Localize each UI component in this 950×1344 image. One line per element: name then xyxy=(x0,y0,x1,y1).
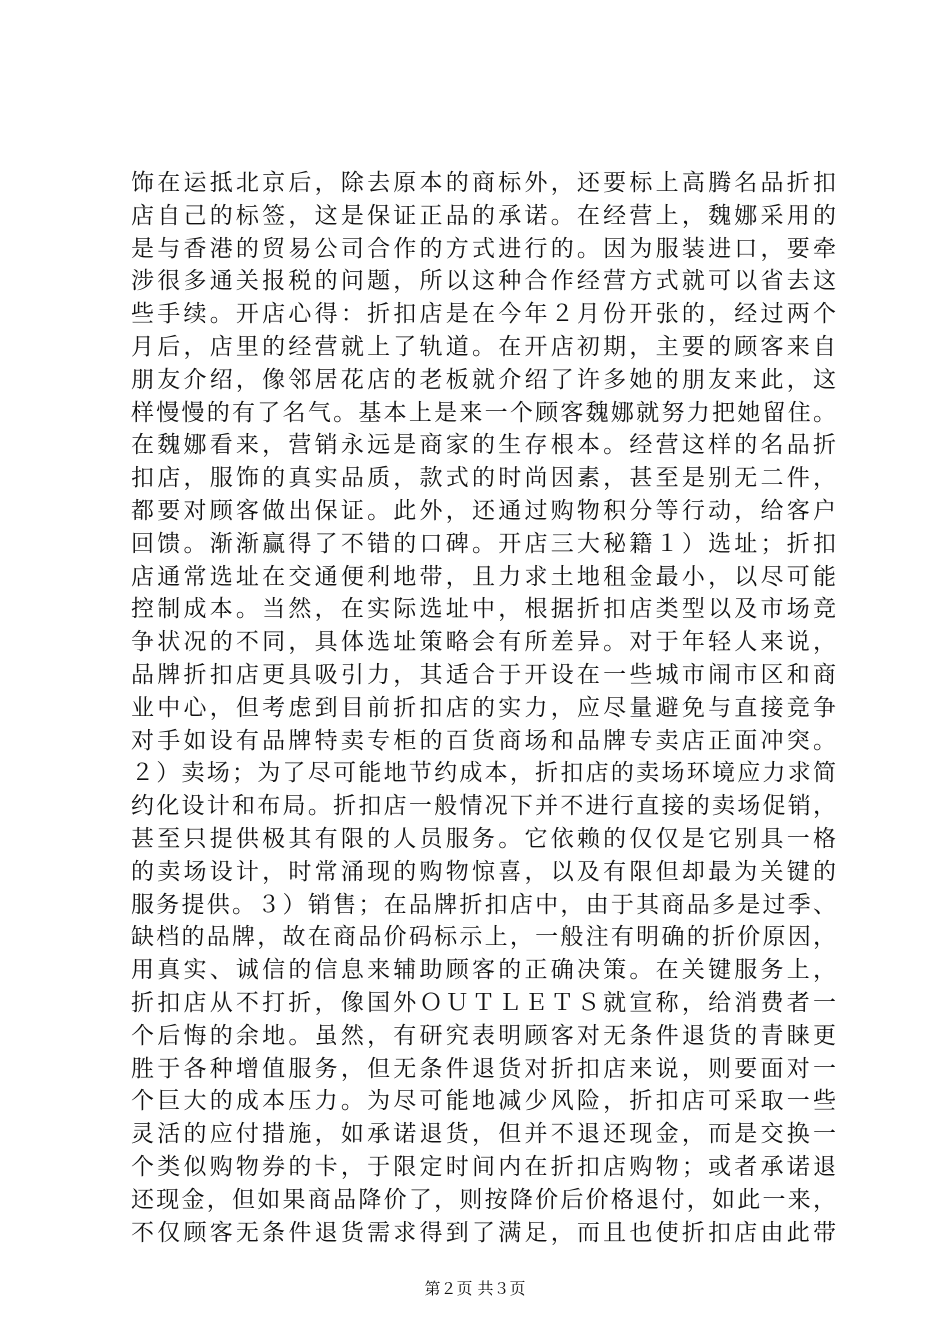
text-line: 饰在运抵北京后，除去原本的商标外，还要标上高腾名品折扣 xyxy=(131,170,836,196)
text-line: 扣店，服饰的真实品质，款式的时尚因素，甚至是别无二件， xyxy=(131,465,836,492)
text-line: 的卖场设计，时常涌现的购物惊喜，以及有限但却最为关键的 xyxy=(131,858,836,885)
text-line: 都要对顾客做出保证。此外，还通过购物积分等行动，给客户 xyxy=(131,497,836,524)
text-line: 回馈。渐渐赢得了不错的口碑。开店三大秘籍１）选址；折扣 xyxy=(131,530,836,557)
page-number-footer: 第２页 共３页 xyxy=(424,1279,526,1298)
text-line: 是与香港的贸易公司合作的方式进行的。因为服装进口，要牵 xyxy=(131,235,836,262)
text-line: 还现金，但如果商品降价了，则按降价后价格退付，如此一来， xyxy=(131,1186,836,1213)
text-line: 用真实、诚信的信息来辅助顾客的正确决策。在关键服务上， xyxy=(131,957,836,984)
text-line: 缺档的品牌，故在商品价码标示上，一般注有明确的折价原因， xyxy=(131,924,836,951)
text-line: 在魏娜看来，营销永远是商家的生存根本。经营这样的名品折 xyxy=(131,432,836,459)
text-line: 灵活的应付措施，如承诺退货，但并不退还现金，而是交换一 xyxy=(131,1121,836,1148)
text-line: 甚至只提供极其有限的人员服务。它依赖的仅仅是它别具一格 xyxy=(131,825,836,852)
text-line: 控制成本。当然，在实际选址中，根据折扣店类型以及市场竞 xyxy=(131,596,836,623)
text-line: 月后，店里的经营就上了轨道。在开店初期，主要的顾客来自 xyxy=(131,333,836,360)
text-line: 涉很多通关报税的问题，所以这种合作经营方式就可以省去这 xyxy=(131,268,836,295)
text-line: 对手如设有品牌特卖专柜的百货商场和品牌专卖店正面冲突。 xyxy=(131,727,836,754)
text-line: 争状况的不同，具体选址策略会有所差异。对于年轻人来说， xyxy=(131,629,836,656)
text-line: ２）卖场；为了尽可能地节约成本，折扣店的卖场环境应力求简 xyxy=(131,760,836,787)
body-text xyxy=(131,167,836,1249)
text-line: 品牌折扣店更具吸引力，其适合于开设在一些城市闹市区和商 xyxy=(131,661,836,688)
text-line: 不仅顾客无条件退货需求得到了满足，而且也使折扣店由此带 xyxy=(131,1219,836,1246)
text-line: 店通常选址在交通便利地带，且力求土地租金最小，以尽可能 xyxy=(131,563,836,590)
text-line: 朋友介绍，像邻居花店的老板就介绍了许多她的朋友来此，这 xyxy=(131,366,836,393)
text-line: 个后悔的余地。虽然，有研究表明顾客对无条件退货的青睐更 xyxy=(131,1022,836,1049)
text-line: 个巨大的成本压力。为尽可能地减少风险，折扣店可采取一些 xyxy=(131,1088,836,1115)
text-line: 个类似购物券的卡，于限定时间内在折扣店购物；或者承诺退 xyxy=(131,1153,836,1180)
text-line: 业中心，但考虑到目前折扣店的实力，应尽量避免与直接竞争 xyxy=(131,694,836,721)
text-line: 些手续。开店心得：折扣店是在今年２月份开张的，经过两个 xyxy=(131,301,836,328)
text-line: 约化设计和布局。折扣店一般情况下并不进行直接的卖场促销， xyxy=(131,793,836,820)
text-line: 胜于各种增值服务，但无条件退货对折扣店来说，则要面对一 xyxy=(131,1055,836,1082)
text-line: 店自己的标签，这是保证正品的承诺。在经营上，魏娜采用的 xyxy=(131,202,836,229)
text-line: 服务提供。３）销售；在品牌折扣店中，由于其商品多是过季、 xyxy=(131,891,836,918)
text-line: 折扣店从不打折，像国外ＯＵＴＬＥＴＳ就宣称，给消费者一 xyxy=(131,989,836,1016)
text-line: 样慢慢的有了名气。基本上是来一个顾客魏娜就努力把她留住。 xyxy=(131,399,836,426)
